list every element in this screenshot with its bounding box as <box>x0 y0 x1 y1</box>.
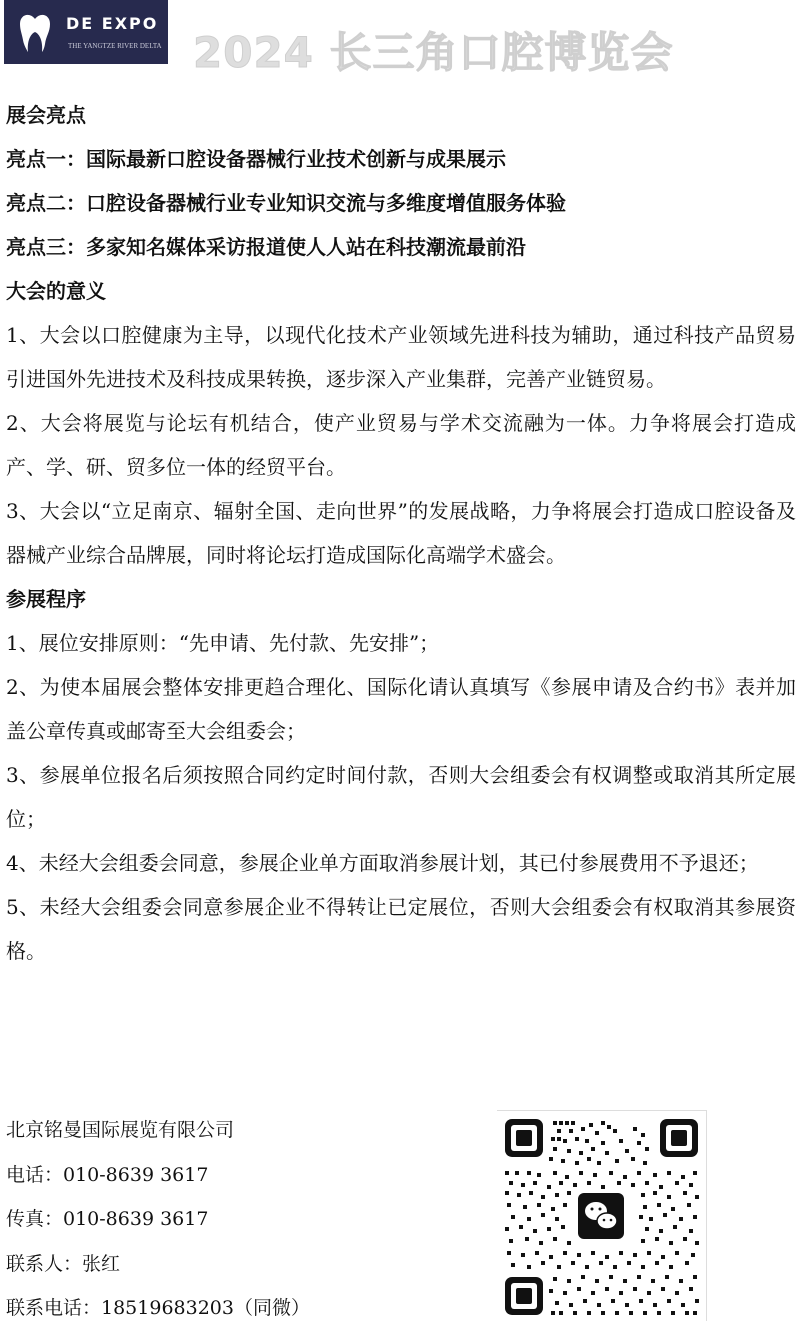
document-body <box>6 93 796 973</box>
page-title: 2024 长三角口腔博览会 <box>193 28 674 77</box>
procedure-item: 2、为使本届展会整体安排更趋合理化、国际化请认真填写《参展申请及合约书》表并加盖公章传真或邮寄至大会组委会； <box>6 675 796 743</box>
contact-mobile: 联系电话：18519683203（同微） <box>6 1297 310 1319</box>
highlight-item: 亮点一：国际最新口腔设备器械行业技术创新与成果展示 <box>6 147 506 171</box>
procedure-item: 3、参展单位报名后须按照合同约定时间付款，否则大会组委会有权调整或取消其所定展位； <box>6 763 796 831</box>
expo-logo <box>4 0 168 64</box>
tooth-icon <box>16 10 54 54</box>
contact-block <box>6 1108 310 1331</box>
section-heading-procedure: 参展程序 <box>6 587 86 611</box>
section-heading-highlights: 展会亮点 <box>6 103 86 127</box>
procedure-item: 1、展位安排原则：“先申请、先付款、先安排”； <box>6 631 440 655</box>
significance-item: 1、大会以口腔健康为主导，以现代化技术产业领域先进科技为辅助，通过科技产品贸易引进国外先进技术及科技成果转换，逐步深入产业集群，完善产业链贸易。 <box>6 323 796 391</box>
wechat-qr-code <box>497 1110 707 1321</box>
highlight-item: 亮点二：口腔设备器械行业专业知识交流与多维度增值服务体验 <box>6 191 566 215</box>
fax: 传真：010-8639 3617 <box>6 1208 209 1230</box>
logo-subtitle: THE YANGTZE RIVER DELTA <box>68 42 162 50</box>
qr-code-icon <box>497 1111 706 1321</box>
contact-person: 联系人：张红 <box>6 1252 121 1275</box>
section-heading-significance: 大会的意义 <box>6 279 106 303</box>
logo-name: DE EXPO <box>66 14 159 33</box>
company-name: 北京铭曼国际展览有限公司 <box>6 1119 235 1141</box>
significance-item: 2、大会将展览与论坛有机结合，使产业贸易与学术交流融为一体。力争将展会打造成产、学、研、贸多位一体的经贸平台。 <box>6 411 796 479</box>
procedure-item: 5、未经大会组委会同意参展企业不得转让已定展位，否则大会组委会有权取消其参展资格。 <box>6 895 796 963</box>
phone: 电话：010-8639 3617 <box>6 1163 209 1186</box>
procedure-item: 4、未经大会组委会同意，参展企业单方面取消参展计划，其已付参展费用不予退还； <box>6 851 759 875</box>
highlight-item: 亮点三：多家知名媒体采访报道使人人站在科技潮流最前沿 <box>6 235 526 259</box>
significance-item: 3、大会以“立足南京、辐射全国、走向世界”的发展战略，力争将展会打造成口腔设备及器械产业综合品牌展，同时将论坛打造成国际化高端学术盛会。 <box>6 499 796 567</box>
